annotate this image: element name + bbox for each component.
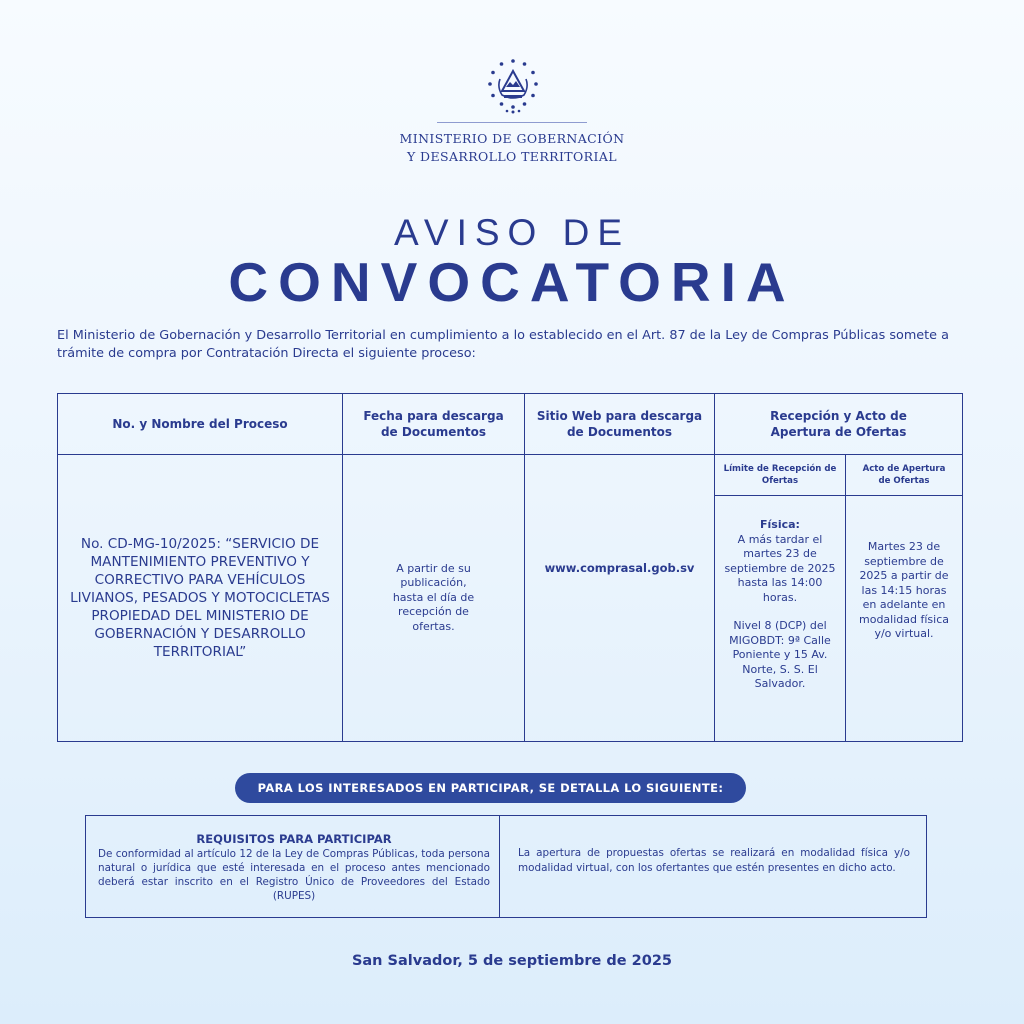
limit-time: A más tardar el martes 23 de septiembre de 2025 hasta las 14:00 horas. (724, 532, 836, 604)
opening-text: Martes 23 de septiembre de 2025 a partir de las 14:15 horas en adelante en modalidad física y/o virtual. (859, 540, 949, 640)
download-date-text: A partir de su publicación, hasta el día de recepción de ofertas. (392, 561, 475, 633)
requirements-table (85, 815, 927, 918)
participants-banner: PARA LOS INTERESADOS EN PARTICIPAR, SE DETALLA LO SIGUIENTE: (235, 773, 746, 803)
title-line2: CONVOCATORIA (228, 251, 796, 313)
coat-of-arms-icon (484, 57, 542, 115)
requirements-body: De conformidad al artículo 12 de la Ley de Compras Públicas, toda persona natural o jurídica que esté interesada en el proceso antes mencionado deberá estar inscrito en el Registro Único de Proveedores del Estado (RUPES) (98, 848, 490, 902)
process-cell (58, 455, 342, 741)
header-limit: Límite de Recepción de Ofertas (723, 464, 837, 486)
process-table (57, 393, 963, 742)
limit-cell (715, 496, 845, 741)
limit-label: Física: (760, 518, 800, 531)
title-line1: AVISO DE (393, 212, 631, 253)
website-cell (525, 455, 714, 681)
header-reception: Recepción y Acto de Apertura de Ofertas (770, 409, 907, 439)
place-and-date: San Salvador, 5 de septiembre de 2025 (351, 953, 673, 969)
download-date-cell (343, 455, 524, 741)
requirements-cell (98, 832, 490, 903)
ministry-name-line2: Y DESARROLLO TERRITORIAL (407, 149, 617, 164)
header-website: Sitio Web para descarga de Documentos (536, 409, 703, 439)
header-download-date: Fecha para descarga de Documentos (363, 409, 504, 439)
table-divider (499, 816, 500, 917)
limit-place: Nivel 8 (DCP) del MIGOBDT: 9ª Calle Poniente y 15 Av. Norte, S. S. El Salvador. (729, 619, 831, 690)
header-divider (437, 122, 587, 123)
requirements-title: REQUISITOS PARA PARTICIPAR (196, 832, 392, 846)
header-process: No. y Nombre del Proceso (112, 417, 288, 431)
ministry-name-line1: MINISTERIO DE GOBERNACIÓN (399, 131, 625, 146)
opening-note: La apertura de propuestas ofertas se realizará en modalidad física y/o modalidad virtual, con los ofertantes que estén presentes en dicho acto. (518, 847, 910, 874)
header-opening: Acto de Apertura de Ofertas (862, 464, 946, 486)
process-name: No. CD-MG-10/2025: “SERVICIO DE MANTENIMIENTO PREVENTIVO Y CORRECTIVO PARA VEHÍCULOS LIVIANOS, PESADOS Y MOTOCICLETAS PROPIEDAD DEL MINISTERIO DE GOBERNACIÓN Y DESARROLLO TERRITORIAL” (70, 536, 330, 660)
website-link[interactable]: www.comprasal.gob.sv (544, 561, 695, 575)
intro-paragraph: El Ministerio de Gobernación y Desarrollo Territorial en cumplimiento a lo establecido en el Art. 87 de la Ley de Compras Públicas somete a trámite de compra por Contratación Directa el siguiente proceso: (57, 328, 949, 361)
opening-cell (846, 496, 962, 741)
